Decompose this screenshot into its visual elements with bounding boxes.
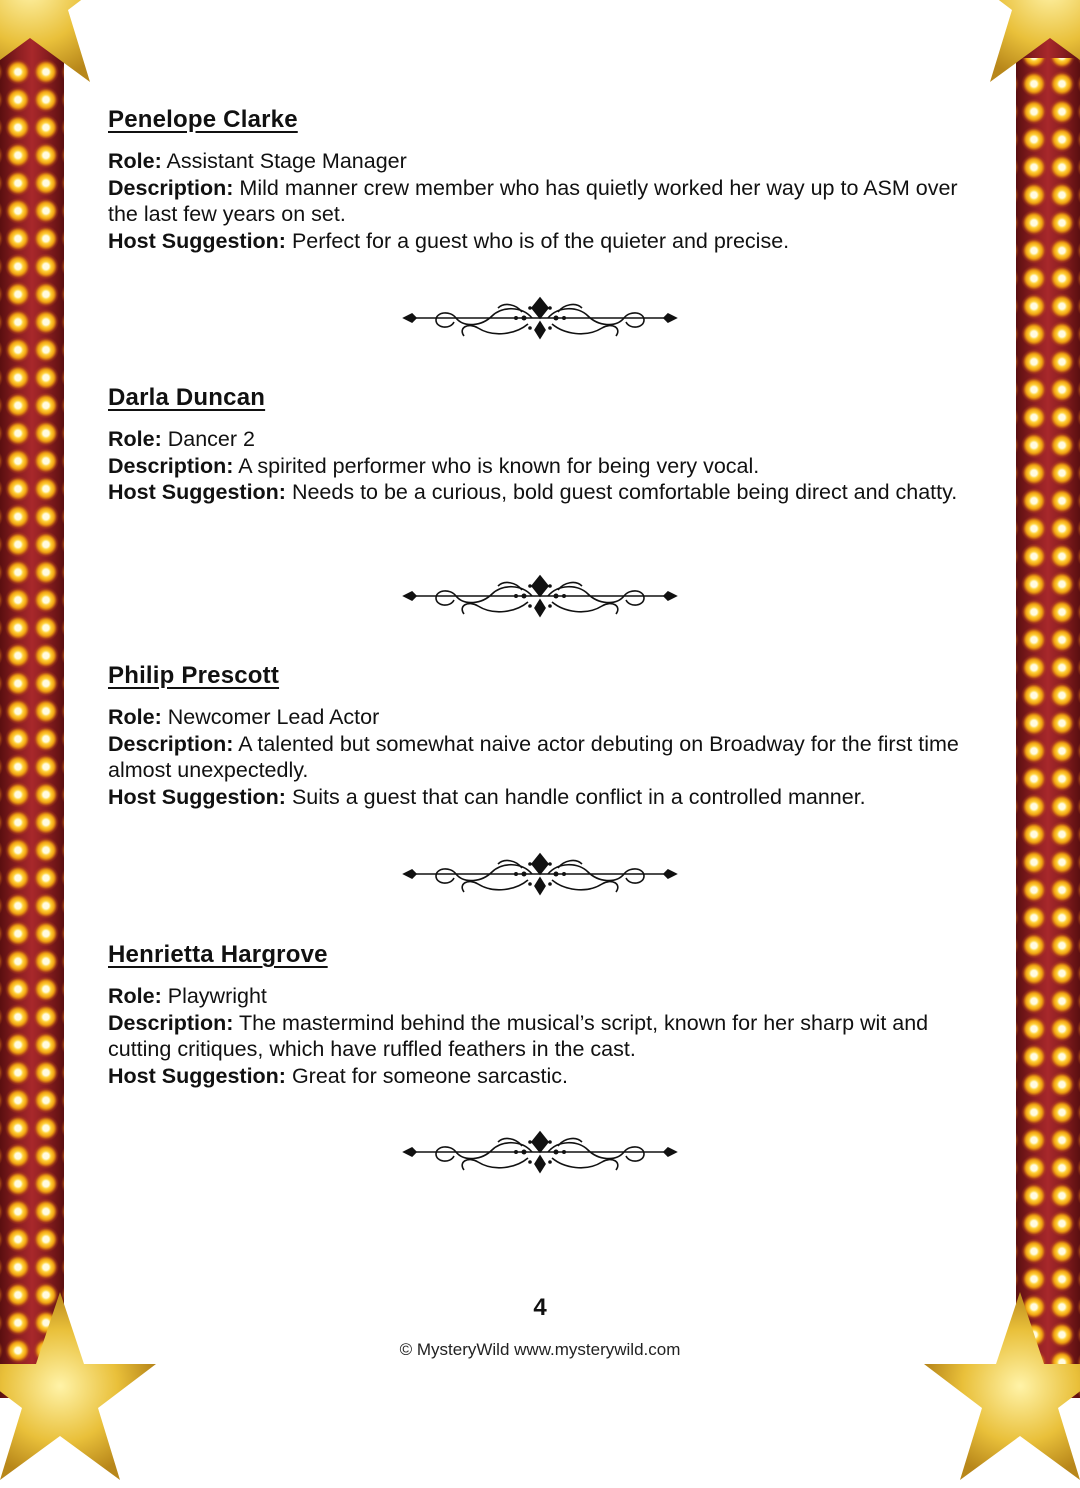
role-label: Role: [108, 984, 162, 1008]
host-suggestion-line [108, 784, 968, 811]
character-entry [108, 941, 968, 1089]
host-suggestion-label: Host Suggestion: [108, 228, 286, 253]
description-label: Description: [108, 175, 234, 200]
character-entry [108, 662, 968, 810]
role-line [108, 148, 968, 175]
host-suggestion-line [108, 479, 968, 506]
description-line [108, 1010, 968, 1063]
ornamental-divider-icon [400, 848, 680, 900]
host-suggestion-value: Needs to be a curious, bold guest comfortable being direct and chatty. [291, 480, 958, 504]
description-line [108, 731, 968, 784]
role-line [108, 983, 968, 1010]
host-suggestion-line [108, 1063, 968, 1090]
character-name: Penelope Clarke [108, 106, 298, 133]
host-suggestion-value: Suits a guest that can handle conflict in a controlled manner. [291, 784, 866, 809]
host-suggestion-value: Perfect for a guest who is of the quieter and precise. [291, 228, 790, 253]
left-marquee-border [0, 0, 64, 1398]
role-value: Assistant Stage Manager [166, 149, 407, 173]
marquee-bulbs-left [0, 58, 64, 1398]
description-value: Mild manner crew member who has quietly worked her way up to ASM over the last few years on set. [108, 175, 958, 226]
description-label: Description: [108, 453, 234, 478]
description-value: A spirited performer who is known for being very vocal. [238, 453, 760, 478]
role-line [108, 426, 968, 453]
host-suggestion-line [108, 228, 968, 255]
character-name: Darla Duncan [108, 384, 266, 411]
host-suggestion-value: Great for someone sarcastic. [291, 1063, 568, 1088]
role-value: Newcomer Lead Actor [167, 705, 380, 729]
character-entry [108, 384, 968, 506]
marquee-bulbs-right [1016, 58, 1080, 1398]
description-label: Description: [108, 1010, 234, 1035]
character-name: Philip Prescott [108, 662, 280, 689]
role-label: Role: [108, 427, 162, 451]
role-value: Dancer 2 [167, 427, 255, 451]
description-line [108, 453, 968, 480]
character-entry [108, 106, 968, 254]
role-value: Playwright [167, 984, 267, 1008]
ornamental-divider-icon [400, 570, 680, 622]
description-label: Description: [108, 731, 234, 756]
page-number: 4 [533, 1294, 547, 1321]
description-value: The mastermind behind the musical’s script, known for her sharp wit and cutting critiques, which have ruffled feathers in the cast. [108, 1010, 929, 1061]
top-left-star-icon [0, 0, 130, 90]
role-label: Role: [108, 705, 162, 729]
host-suggestion-label: Host Suggestion: [108, 1063, 286, 1088]
description-value: A talented but somewhat naive actor debuting on Broadway for the first time almost unexpectedly. [108, 731, 959, 782]
ornamental-divider-icon [400, 1126, 680, 1178]
character-name: Henrietta Hargrove [108, 941, 328, 968]
host-suggestion-label: Host Suggestion: [108, 784, 286, 809]
ornamental-divider-icon [400, 292, 680, 344]
host-suggestion-label: Host Suggestion: [108, 480, 286, 504]
top-right-star-icon [950, 0, 1080, 90]
footer-copyright: © MysteryWild www.mysterywild.com [399, 1340, 681, 1359]
role-label: Role: [108, 149, 162, 173]
right-marquee-border [1016, 0, 1080, 1398]
role-line [108, 704, 968, 731]
description-line [108, 175, 968, 228]
